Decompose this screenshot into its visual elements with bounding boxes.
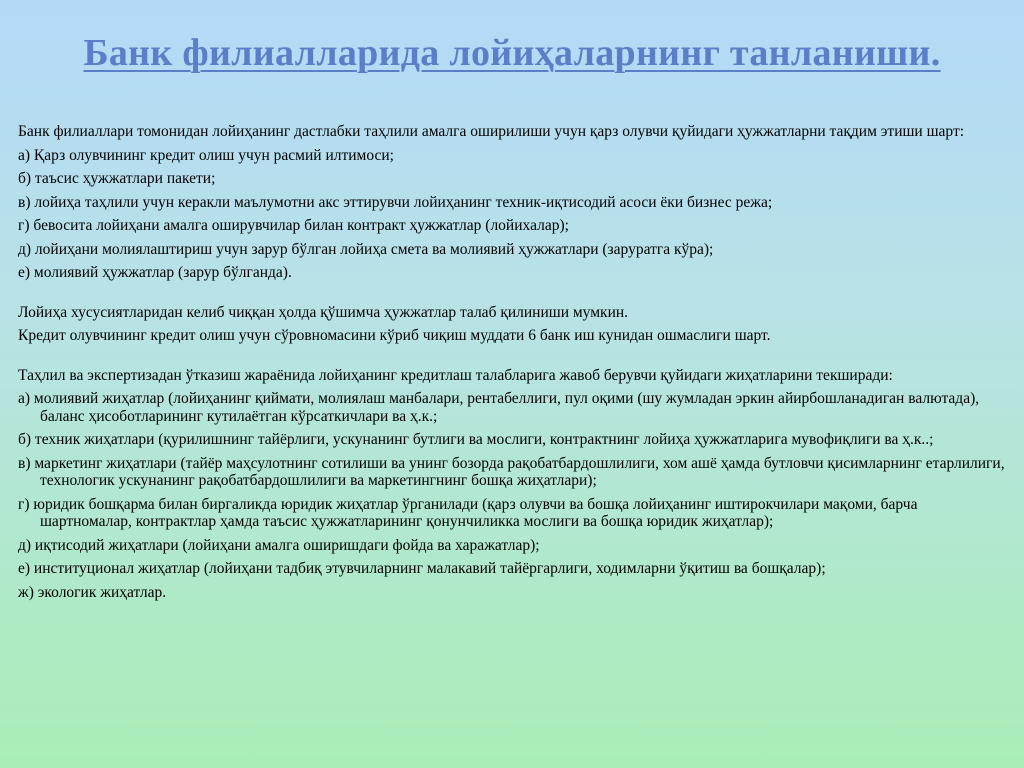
block1-item-g: г) бевосита лойиҳани амалга оширувчилар билан контракт ҳужжатлар (лойихалар); [18,217,569,234]
spacer [18,288,1008,304]
block1-item-d: д) лойиҳани молиялаштириш учун зарур бўлган лойиҳа смета ва молиявий ҳужжатлари (заруратга кўра); [18,240,714,258]
block3-item-d: д) иқтисодий жиҳатлари (лойиҳани амалга оширишдаги фойда ва харажатлар); [18,536,540,554]
block3-item-b: б) техник жиҳатлари (қурилишнинг тайёрлиги, ускунанинг бутлиги ва мослиги, контрактнинг лойиҳа ҳужжатларига мувофиқлиги ва ҳ.к..; [18,431,934,448]
block1-item-a: а) Қарз олувчининг кредит олиш учун расмий илтимоси; [18,146,394,164]
block2-line2: Кредит олувчининг кредит олиш учун сўровномасини кўриб чиқиш муддати 6 банк иш кунидан ошмаслиги шарт. [18,327,771,344]
block3-intro: Таҳлил ва экспертизадан ўтказиш жараёнида лойиҳанинг кредитлаш талабларига жавоб берувчи қуйидаги жиҳатларини текширади: [18,366,893,384]
block3-item-zh: ж) экологик жиҳатлар. [18,583,167,601]
spacer [18,351,1008,367]
block3-item-e: е) институционал жиҳатлар (лойиҳани тадбиқ этувчиларнинг малакавий тайёргарлиги, ходимларни ўқитиш ва бошқалар); [18,560,826,577]
block2-line1: Лойиҳа хусусиятларидан келиб чиққан ҳолда қўшимча ҳужжатлар талаб қилиниши мумкин. [18,303,629,321]
block1-intro: Банк филиаллари томонидан лойиҳанинг дастлабки таҳлили амалга оширилиши учун қарз олувчи қуйидаги ҳужжатларни тақдим этиши шарт: [18,123,965,140]
block1-item-v: в) лойиҳа таҳлили учун керакли маълумотни акс эттирувчи лойиҳанинг техник-иқтисодий асоси ёки бизнес режа; [18,193,773,211]
block1-item-e: е) молиявий ҳужжатлар (зарур бўлганда). [18,264,292,281]
block3-item-a: а) молиявий жиҳатлар (лойиҳанинг қиймати, молиялаш манбалари, рентабеллиги, пул оқими (шу жумладан эркин айирбошланадиган валютада), баланс ҳисоботларининг кутилаётган кўрсаткичлари ва ҳ.к.; [18,390,980,425]
block1-item-b: б) таъсис ҳужжатлари пакети; [18,170,216,187]
block3-item-v: в) маркетинг жиҳатлари (тайёр маҳсулотнинг сотилиши ва унинг бозорда рақобатбардошлилиги, хом ашё ҳамда бутловчи қисимларнинг етарлилиги, технологик ускунанинг рақобатбардошлилиги ва маркетингнинг бошқа жиҳатлари); [18,454,1005,489]
block3-item-g: г) юридик бошқарма билан биргаликда юридик жиҳатлар ўрганилади (қарз олувчи ва бошқа лойиҳанинг иштирокчилари мақоми, барча шартномалар, контрактлар ҳамда таъсис ҳужжатларининг қонунчиликка мослиги ва бошқа юридик жиҳатлар); [18,495,918,530]
slide-title: Банк филиалларида лойиҳаларнинг танланиши. [83,32,941,74]
slide-body [18,123,1008,607]
